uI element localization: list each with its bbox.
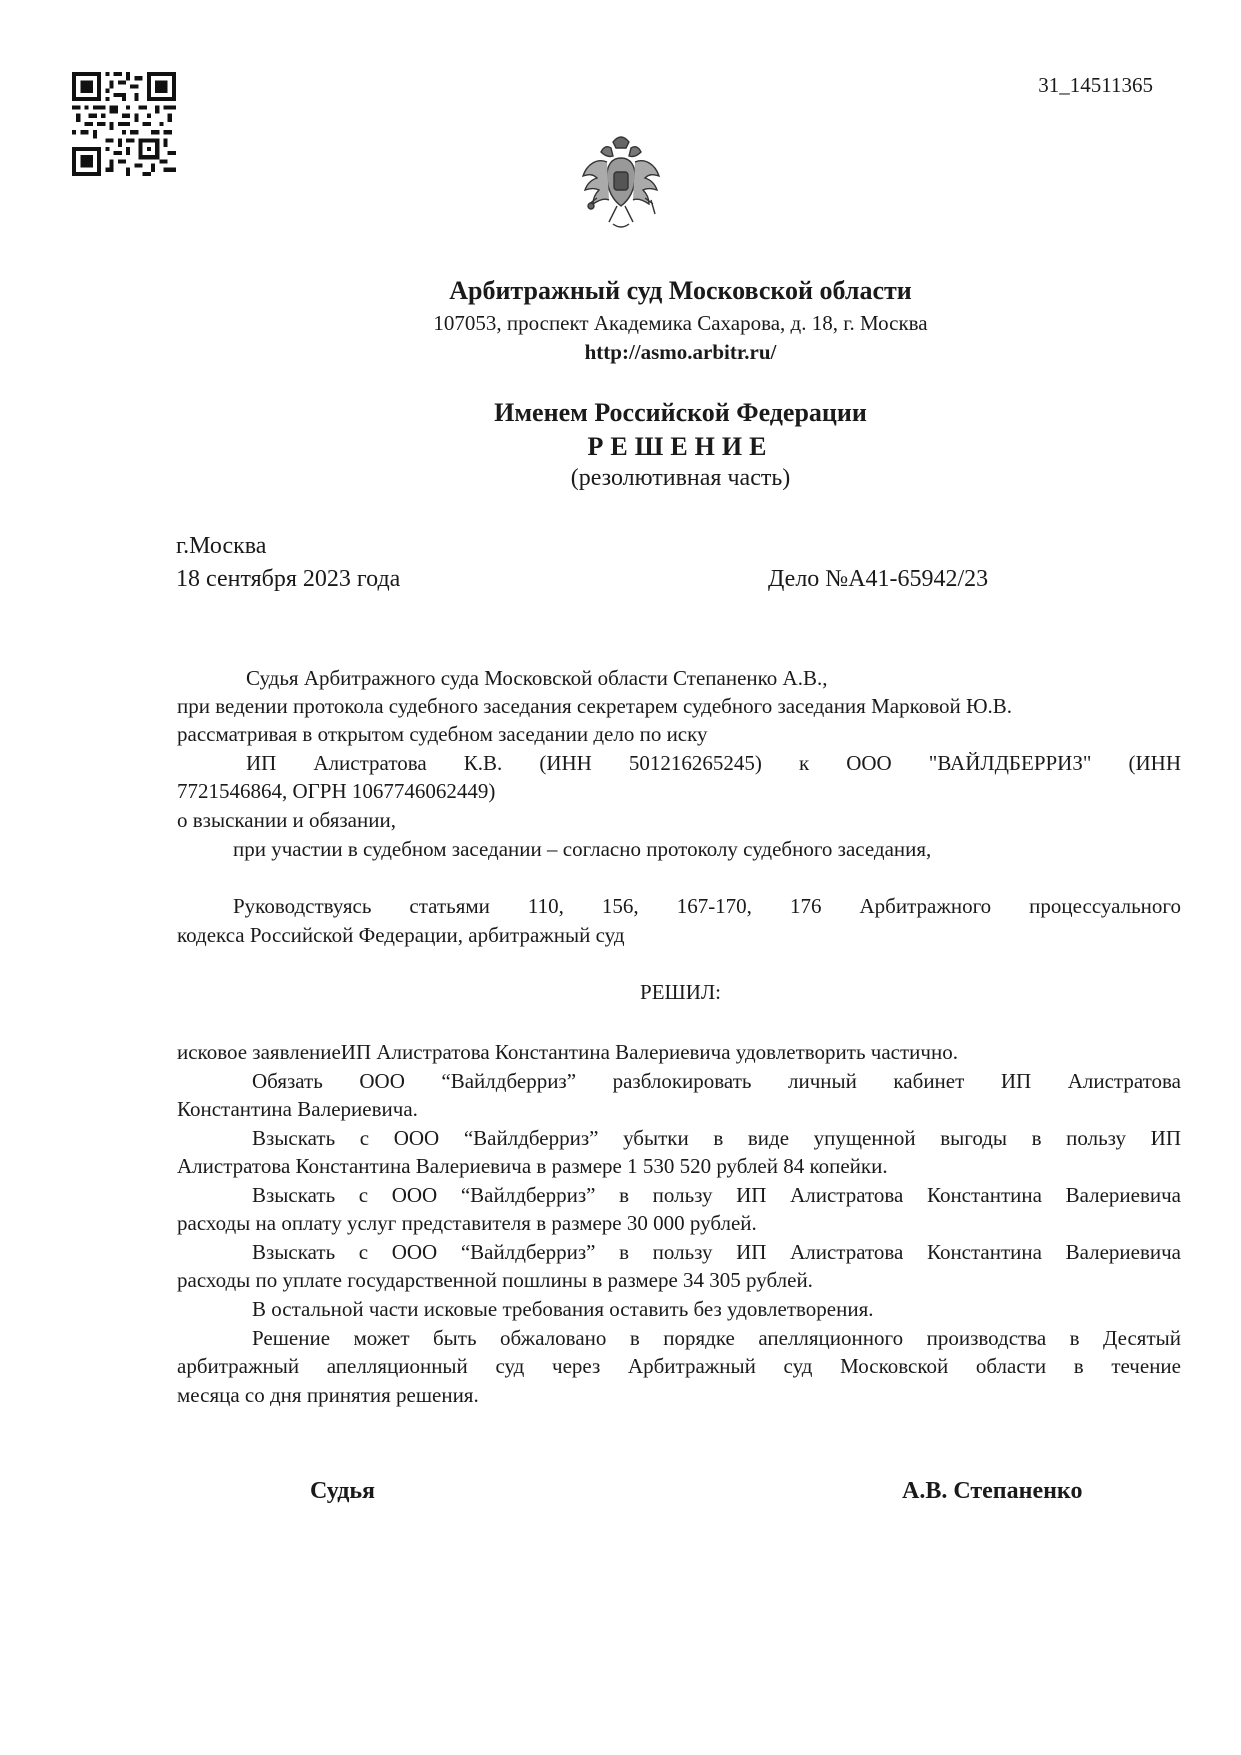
ruling-appeal-cont: арбитражный апелляционный суд через Арбитражный суд Московской области в течение bbox=[177, 1354, 1181, 1378]
secretary-line: при ведении протокола судебного заседания секретарем судебного заседания Марковой Ю.В. bbox=[177, 694, 1013, 718]
ruling-unblock-account: Обязать ООО “Вайлдберриз” разблокировать личный кабинет ИП Алистратова bbox=[252, 1069, 1181, 1093]
decision-subtitle: (резолютивная часть) bbox=[570, 465, 791, 491]
in-name-heading: Именем Российской Федерации bbox=[494, 398, 867, 427]
ruling-lost-profit: Взыскать с ООО “Вайлдберриз” убытки в виде упущенной выгоды в пользу ИП bbox=[252, 1126, 1181, 1150]
participation-line: при участии в судебном заседании – согласно протоколу судебного заседания, bbox=[233, 837, 932, 861]
ruling-representative-costs: Взыскать с ООО “Вайлдберриз” в пользу ИП Алистратова Константина Валериевича bbox=[252, 1183, 1181, 1207]
ruling-appeal-end: месяца со дня принятия решения. bbox=[177, 1383, 479, 1407]
judge-line: Судья Арбитражного суда Московской области Степаненко А.В., bbox=[246, 666, 828, 690]
parties-line: ИП Алистратова К.В. (ИНН 501216265245) к ООО "ВАЙЛДБЕРРИЗ" (ИНН bbox=[246, 751, 1181, 775]
considering-line: рассматривая в открытом судебном заседании дело по иску bbox=[177, 722, 708, 746]
document-id: 31_14511365 bbox=[1038, 73, 1153, 97]
court-url[interactable]: http://asmo.arbitr.ru/ bbox=[584, 340, 777, 364]
coat-of-arms-icon bbox=[579, 128, 663, 242]
decision-date: 18 сентября 2023 года bbox=[176, 566, 401, 592]
ruling-lost-profit-cont: Алистратова Константина Валериевича в размере 1 530 520 рублей 84 копейки. bbox=[177, 1154, 888, 1178]
court-name: Арбитражный суд Московской области bbox=[449, 276, 912, 305]
ruling-representative-costs-cont: расходы на оплату услуг представителя в размере 30 000 рублей. bbox=[177, 1211, 757, 1235]
ruling-state-fee-cont: расходы по уплате государственной пошлины в размере 34 305 рублей. bbox=[177, 1268, 813, 1292]
ruling-appeal: Решение может быть обжаловано в порядке апелляционного производства в Десятый bbox=[252, 1326, 1181, 1350]
case-number: Дело №А41-65942/23 bbox=[768, 566, 989, 592]
decision-title: РЕШЕНИЕ bbox=[587, 432, 774, 461]
city: г.Москва bbox=[176, 533, 267, 559]
qr-code-icon bbox=[72, 72, 176, 176]
court-address: 107053, проспект Академика Сахарова, д. 18, г. Москва bbox=[433, 311, 928, 335]
parties-line-cont: 7721546864, ОГРН 1067746062449) bbox=[177, 779, 496, 803]
signature-name: А.В. Степаненко bbox=[902, 1478, 1083, 1504]
signature-role: Судья bbox=[310, 1478, 376, 1504]
ruling-claim-satisfied: исковое заявлениеИП Алистратова Константина Валериевича удовлетворить частично. bbox=[177, 1040, 958, 1064]
ruling-rest-denied: В остальной части исковые требования оставить без удовлетворения. bbox=[252, 1297, 874, 1321]
ruling-state-fee: Взыскать с ООО “Вайлдберриз” в пользу ИП Алистратова Константина Валериевича bbox=[252, 1240, 1181, 1264]
legal-basis-line: Руководствуясь статьями 110, 156, 167-170, 176 Арбитражного процессуального bbox=[233, 894, 1181, 918]
subject-line: о взыскании и обязании, bbox=[177, 808, 396, 832]
legal-basis-line-cont: кодекса Российской Федерации, арбитражный суд bbox=[177, 923, 625, 947]
ruling-unblock-account-cont: Константина Валериевича. bbox=[177, 1097, 418, 1121]
resolved-heading: РЕШИЛ: bbox=[640, 980, 721, 1004]
